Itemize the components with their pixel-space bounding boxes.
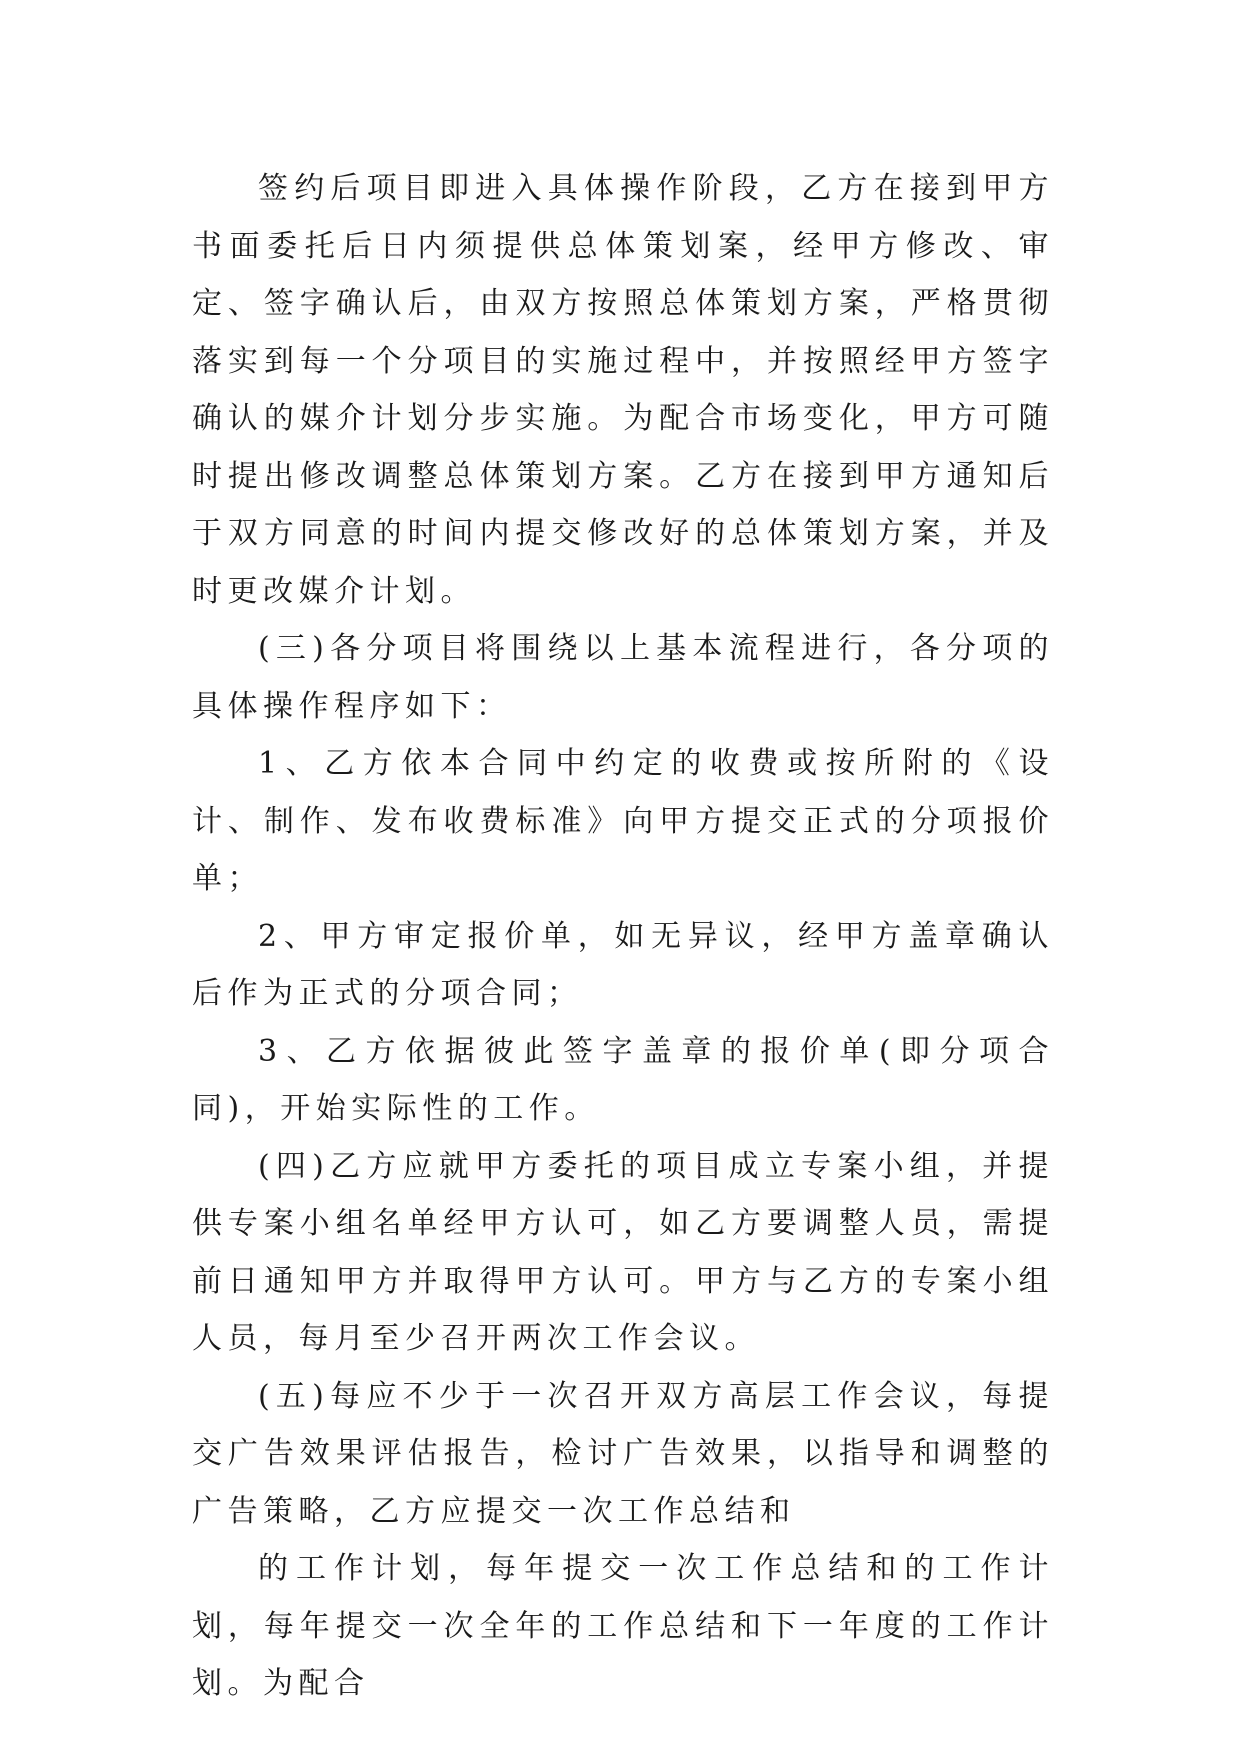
- paragraph-project-operation: 签约后项目即进入具体操作阶段，乙方在接到甲方书面委托后日内须提供总体策划案，经甲方修改、审定、签字确认后，由双方按照总体策划方案，严格贯彻落实到每一个分项目的实施过程中，并按照经甲方签字确认的媒介计划分步实施。为配合市场变化，甲方可随时提出修改调整总体策划方案。乙方在接到甲方通知后于双方同意的时间内提交修改好的总体策划方案，并及时更改媒介计划。: [192, 171, 1054, 609]
- paragraph-work-plan: 的工作计划，每年提交一次工作总结和的工作计划，每年提交一次全年的工作总结和下一年度的工作计划。为配合: [192, 1551, 1054, 1701]
- paragraph-item-2: 2、甲方审定报价单，如无异议，经甲方盖章确认后作为正式的分项合同；: [192, 918, 1054, 1011]
- paragraph-item-3: 3、乙方依据彼此签字盖章的报价单(即分项合同)，开始实际性的工作。: [192, 1033, 1054, 1126]
- paragraph-item-1: 1、乙方依本合同中约定的收费或按所附的《设计、制作、发布收费标准》向甲方提交正式的分项报价单；: [192, 746, 1054, 896]
- paragraph-section-three: (三)各分项目将围绕以上基本流程进行，各分项的具体操作程序如下：: [192, 631, 1054, 724]
- paragraph-section-four: (四)乙方应就甲方委托的项目成立专案小组，并提供专案小组名单经甲方认可，如乙方要调整人员，需提前日通知甲方并取得甲方认可。甲方与乙方的专案小组人员，每月至少召开两次工作会议。: [192, 1148, 1054, 1356]
- paragraph-section-five: (五)每应不少于一次召开双方高层工作会议，每提交广告效果评估报告，检讨广告效果，以指导和调整的广告策略，乙方应提交一次工作总结和: [192, 1378, 1054, 1529]
- document-page: [192, 160, 1054, 1713]
